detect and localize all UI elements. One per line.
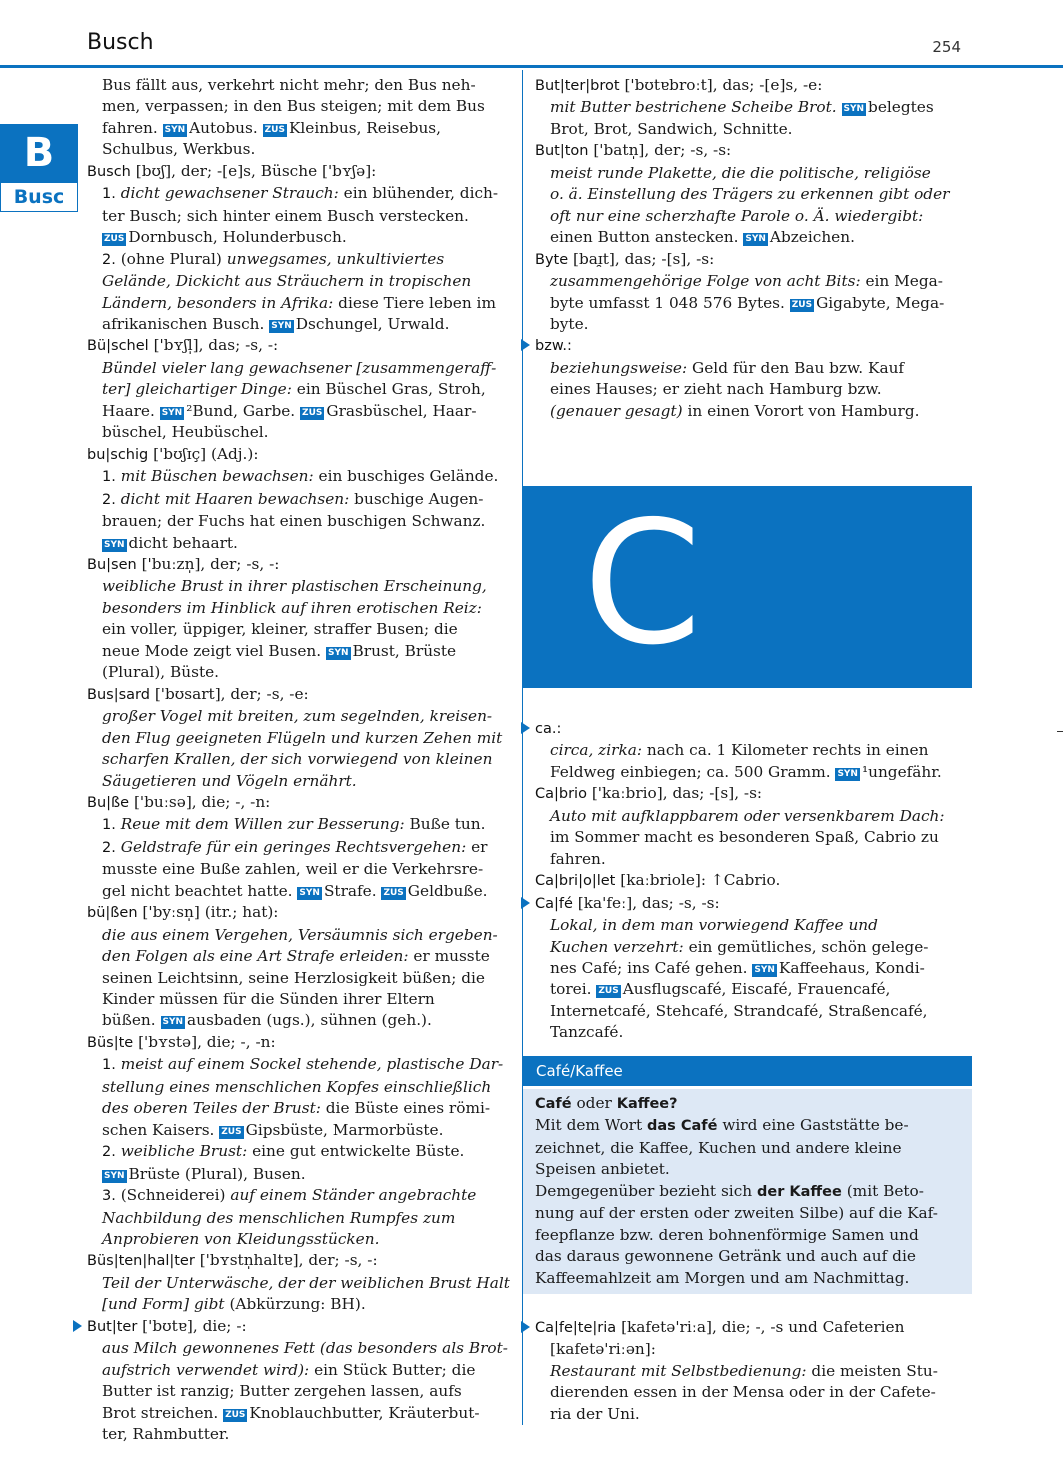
entry-busse: Bu|ße ['buːsə], die; -, -n: 1. Reue mit dem Willen zur Besserung: Buße tun. 2. Geldstrafe für ein geringes Rechtsvergehen: er musste eine Buße zahlen, weil er die Verkehrsre- gel nicht beachtet hatte. SYN Strafe. ZUS Geldbuße. <box>87 792 488 900</box>
header-rule <box>0 65 1063 68</box>
entry-cafe: Ca|fé [ka'feː], das; -s, -s: Lokal, in dem man vorwiegend Kaffee und Kuchen verzehrt: ein gemütliches, schön gelege- nes Café; ins Café gehen. SYN Kaffeehaus, Kondi- torei. ZUS Ausflugscafé, Eiscafé, Frauencafé, Internetcafé, Stehcafé, Strandcafé, Straßencafé, Tanzcafé. <box>535 893 965 1044</box>
zus-badge: ZUS <box>383 887 404 898</box>
syn-badge: SYN <box>271 320 292 331</box>
headword: Ca|bri|o|let <box>535 873 616 890</box>
thumb-tab-word: Busc <box>0 182 78 212</box>
syn-badge: SYN <box>754 964 775 975</box>
edge-mark <box>1057 731 1063 732</box>
syn-badge: SYN <box>161 407 183 418</box>
infobox-title-bar <box>523 1056 972 1086</box>
entry-bueschel: Bü|schel ['bʏʃl̩], das; -s, -: Bündel vieler lang gewachsener [zusammengeraff- ter] gleichartiger Dinge: ein Büschel Gras, Stroh, Haare. SYN ²Bund, Garbe. ZUS Grasbüschel, Haar- büschel, Heubüschel. <box>87 336 497 442</box>
basic-vocabulary-arrow-icon <box>521 722 530 734</box>
syn-badge: SYN <box>299 887 320 898</box>
headword: bzw.: <box>535 338 572 355</box>
section-letter: C <box>583 485 702 683</box>
basic-vocabulary-arrow-icon <box>521 339 530 351</box>
zus-badge: ZUS <box>791 299 813 310</box>
headword: Büs|te <box>87 1034 134 1051</box>
entry-bueste: Büs|te ['bʏstə], die; -, -n: 1. meist auf einem Sockel stehende, plastische Dar- stellung eines menschlichen Kopfes einschließlich des oberen Teiles der Brust: die Büste eines römi- schen Kaisers. ZUS Gipsbüste, Marmorbüste. 2. weibliche Brust: eine gut entwickelte Büste. SYN Brüste (Plural), Busen. 3. (Schneiderei) auf einem Ständer angebrachte Nachbildung des menschlichen Rumpfes zum Anprobieren von Kleidungsstücken. <box>87 1032 504 1249</box>
syn-badge: SYN <box>745 234 766 245</box>
syn-badge: SYN <box>162 1017 184 1028</box>
zus-badge: ZUS <box>598 986 619 997</box>
entry-buschig: bu|schig ['bʊʃɪç] (Adj.): 1. mit Büschen bewachsen: ein buschiges Gelände. 2. dicht mit Haaren bewachsen: buschige Augen- brauen; der Fuchs hat einen buschigen Schwanz. SYN dicht behaart. <box>87 444 499 552</box>
guide-word: Busch <box>87 30 154 55</box>
infobox-title: Café/Kaffee <box>536 1062 623 1080</box>
entry-bzw: bzw.: beziehungsweise: Geld für den Bau bzw. Kauf eines Hauses; er zieht nach Hamburg bzw. (genauer gesagt) in einen Vorort von Hamburg. <box>535 335 965 422</box>
headword: But|ton <box>535 143 589 160</box>
section-letter-block <box>523 486 972 688</box>
entry-butterbrot: But|ter|brot ['bʊtɐbroːt], das; -[e]s, -e: mit Butter bestrichene Scheibe Brot. SYN belegtes Brot, Brot, Sandwich, Schnitte. <box>535 76 934 138</box>
headword: bü|ßen <box>87 905 138 922</box>
zus-badge: ZUS <box>302 407 323 418</box>
headword: But|ter <box>87 1318 138 1335</box>
headword: Busch <box>87 163 131 180</box>
zus-badge: ZUS <box>225 1409 246 1420</box>
syn-badge: SYN <box>104 539 125 550</box>
headword: Ca|fé <box>535 895 573 912</box>
entry-byte: Byte [baɪ̯t], das; -[s], -s: zusammengehörige Folge von acht Bits: ein Mega- byte umfasst 1 048 576 Bytes. ZUS Gigabyte, Mega- byte. <box>535 249 945 333</box>
right-column-middle <box>535 718 965 1044</box>
basic-vocabulary-arrow-icon <box>521 897 530 909</box>
headword: Bu|ße <box>87 794 130 811</box>
headword: Ca|brio <box>535 786 587 803</box>
headword: ca.: <box>535 721 562 737</box>
syn-badge: SYN <box>104 1170 125 1181</box>
syn-badge: SYN <box>164 124 186 135</box>
entry-buestenhalter: Büs|ten|hal|ter ['bʏstn̩haltɐ], der; -s, -: Teil der Unterwäsche, der der weiblichen Brust Halt [und Form] gibt (Abkürzung: BH). <box>87 1251 510 1314</box>
right-column-top <box>535 75 965 422</box>
syn-badge: SYN <box>837 768 858 779</box>
entry-busen: Bu|sen ['buːzn̩], der; -s, -: weibliche Brust in ihrer plastischen Erscheinung, besonders im Hinblick auf ihren erotischen Reiz: ein voller, üppiger, kleiner, straffer Busen; die neue Mode zeigt viel Busen. SYN Brust, Brüste (Plural), Büste. <box>87 554 487 682</box>
headword: Ca|fe|te|ria <box>535 1320 617 1336</box>
entry-butter: But|ter ['bʊtɐ], die; -: aus Milch gewonnenes Fett (das besonders als Brot- aufstrich verwendet wird): ein Stück Butter; die Butter ist ranzig; Butter zergehen lassen, aufs Brot streichen. ZUS Knoblauchbutter, Kräuterbut- ter, Rahmbutter. <box>87 1316 512 1446</box>
zus-badge: ZUS <box>104 234 125 245</box>
entry-bussard: Bus|sard ['bʊsart], der; -s, -e: großer Vogel mit breiten, zum segelnden, kreisen- den Flug geeigneten Flügeln und kurzen Zehen mit scharfen Krallen, der sich vorwiegend von kleinen Säugetieren und Vögeln ernährt. <box>87 684 503 790</box>
entry-buessen: bü|ßen ['byːsn̩] (itr.; hat): die aus einem Vergehen, Versäumnis sich ergeben- den Folgen als eine Art Strafe erleiden: er musste seinen Leichtsinn, seine Herzlosigkeit büßen; die Kinder müssen für die Sünden ihrer Eltern büßen. SYN ausbaden (ugs.), sühnen (geh.). <box>87 903 498 1030</box>
entry-bus-continued: Bus fällt aus, verkehrt nicht mehr; den Bus neh- men, verpassen; in den Bus steigen; mit dem Bus fahren. SYN Autobus. ZUS Kleinbus, Reisebus, Schulbus, Werkbus. <box>102 76 485 159</box>
headword: bu|schig <box>87 446 149 463</box>
entry-busch: Busch [bʊʃ], der; -[e]s, Büsche ['bʏʃə]: 1. dicht gewachsener Strauch: ein blühender, dich- ter Busch; sich hinter einem Busch verstecken. ZUS Dornbusch, Holunderbusch. 2. (ohne Plural) unwegsames, unkultiviertes Gelände, Dickicht aus Sträuchern in tropischen Ländern, besonders in Afrika: diese Tiere leben im afrikanischen Busch. SYN Dschungel, Urwald. <box>87 161 499 333</box>
syn-badge: SYN <box>327 647 349 658</box>
thumb-tab-letter: B <box>0 124 78 182</box>
headword: But|ter|brot <box>535 78 620 94</box>
entry-cabriolet: Ca|bri|o|let [kaːbriole]: ↑Cabrio. <box>535 871 781 890</box>
zus-badge: ZUS <box>221 1126 242 1137</box>
basic-vocabulary-arrow-icon <box>73 1320 82 1332</box>
page-number: 254 <box>932 38 961 56</box>
headword: Byte <box>535 251 569 268</box>
headword: Bu|sen <box>87 556 137 573</box>
entry-button: But|ton ['batn̩], der; -s, -s: meist runde Plakette, die die politische, religiöse o. ä. Einstellung des Trägers zu erkennen gibt oder oft nur eine scherzhafte Parole o. Ä. wiedergibt: einen Button anstecken. SYN Abzeichen. <box>535 141 950 247</box>
left-column <box>87 75 512 1446</box>
headword: Büs|ten|hal|ter <box>87 1253 195 1270</box>
entry-ca: ca.: circa, zirka: nach ca. 1 Kilometer rechts in einen Feldweg einbiegen; ca. 500 Gramm. SYN ¹ungefähr. <box>535 718 965 783</box>
entry-cabrio: Ca|brio ['kaːbrio], das; -[s], -s: Auto mit aufklappbarem oder versenkbarem Dach: im Sommer macht es besonderen Spaß, Cabrio zu fahren. <box>535 784 945 868</box>
infobox-body: Café oder Kaffee? Mit dem Wort das Café wird eine Gaststätte be- zeichnet, die Kaffee, Kuchen und andere kleine Speisen anbietet. Demgegenüber bezieht sich der Kaffee (mit Beto- nung auf der ersten oder zweiten Silbe) auf die Kaf- feepflanze bzw. deren bohnenförmige Samen und das daraus gewonnene Getränk und auch auf die Kaffeemahlzeit am Morgen und am Nachmittag. <box>523 1089 972 1294</box>
right-column-bottom <box>535 1317 965 1425</box>
entry-cafeteria: Ca|fe|te|ria [kafetə'riːa], die; -, -s und Cafeterien [kafetə'riːən]: Restaurant mit Selbstbedienung: die meisten Stu- dierenden essen in der Mensa oder in der Cafete- ria der Uni. <box>535 1317 965 1425</box>
headword: Bü|schel <box>87 338 149 355</box>
syn-badge: SYN <box>843 104 865 115</box>
headword: Bus|sard <box>87 686 150 703</box>
zus-badge: ZUS <box>264 124 285 135</box>
basic-vocabulary-arrow-icon <box>521 1321 530 1333</box>
